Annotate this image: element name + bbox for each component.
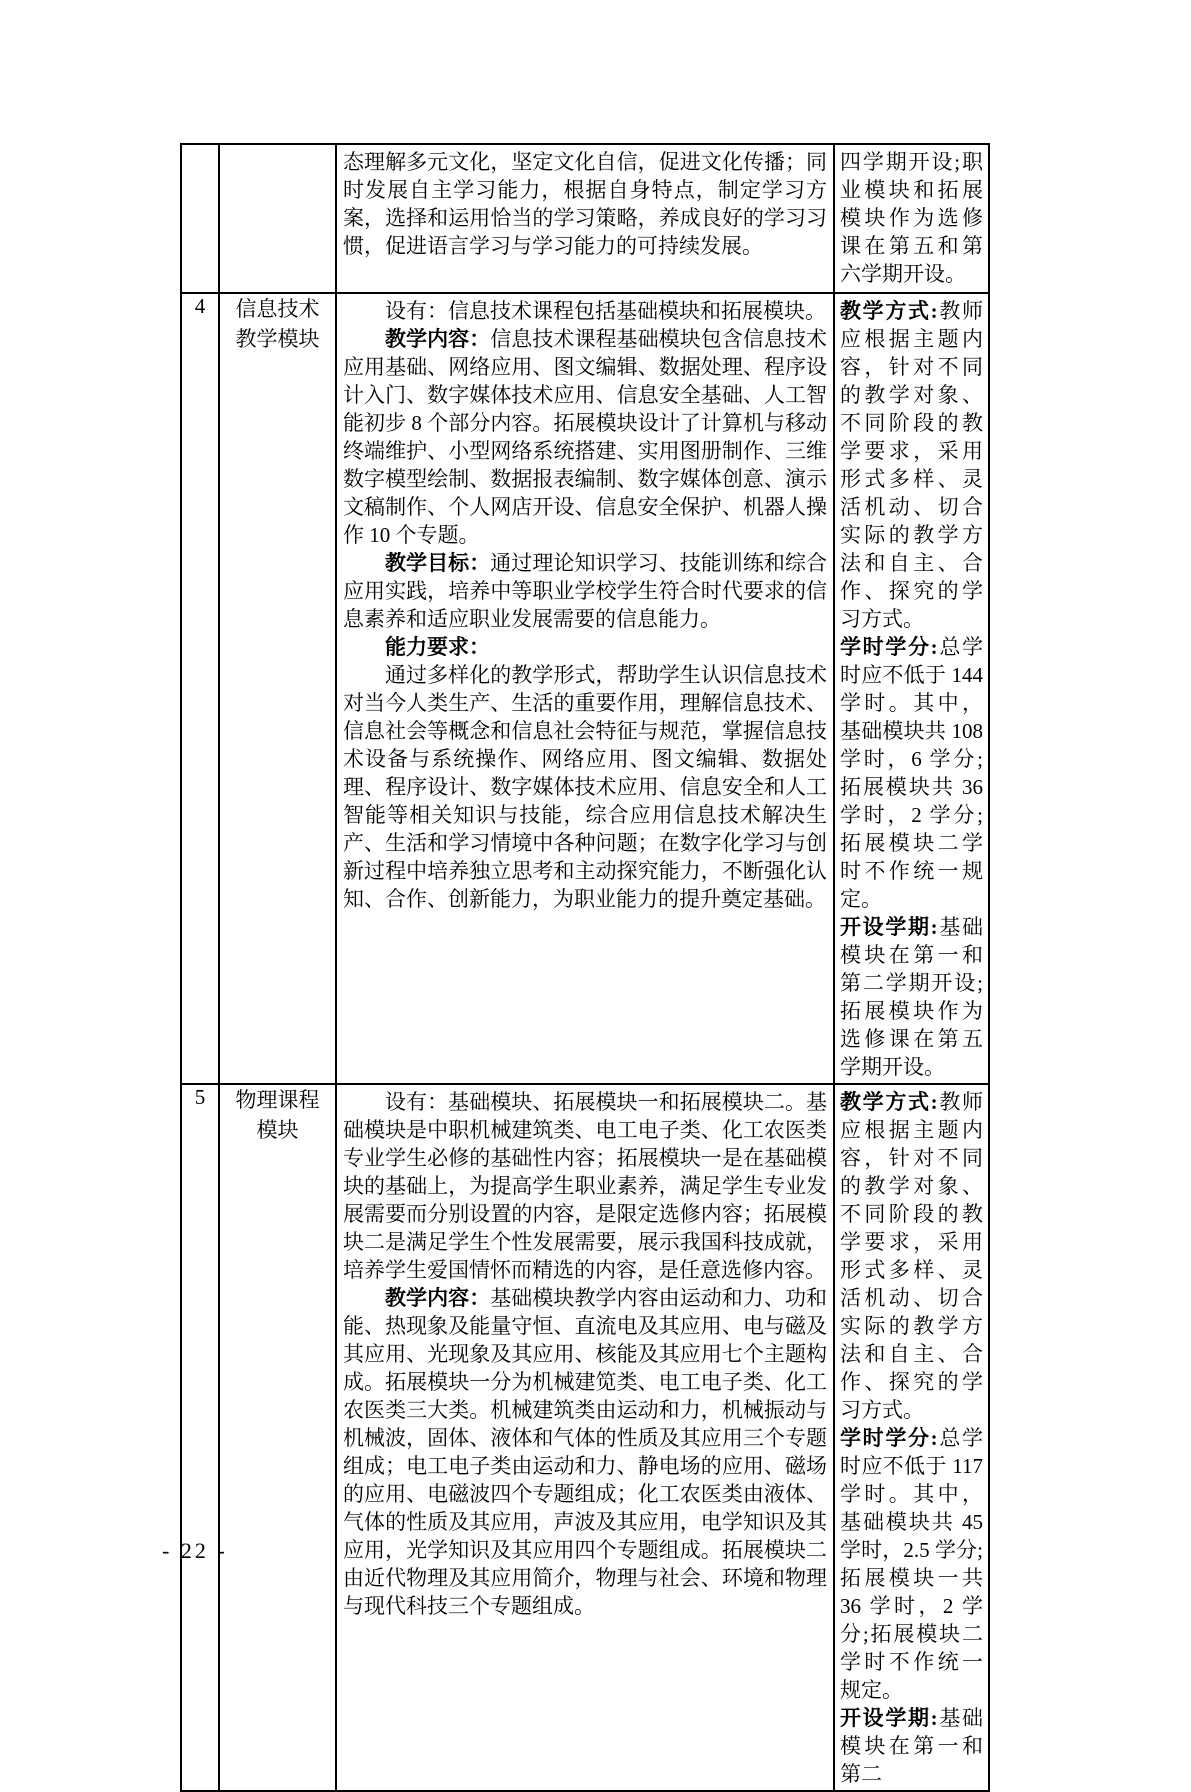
row4-paragraph-ability-heading: 能力要求： (385, 635, 490, 659)
curriculum-modules-table (180, 143, 990, 1792)
row5-number-cell (181, 1084, 219, 1791)
continuation-module-cell (219, 144, 336, 293)
row5-module-cell (219, 1084, 336, 1791)
row4-module-cell (219, 293, 336, 1084)
row4-module-name-line2: 教学模块 (235, 327, 320, 351)
row4-number: 4 (194, 294, 206, 318)
row4-number-cell (181, 293, 219, 1084)
row4-module-name-line1: 信息技术 (235, 297, 320, 321)
row4-paragraph-teaching-goal: 教学目标：通过理论知识学习、技能训练和综合应用实践，培养中等职业学校学生符合时代要求的信息素养和适应职业发展需要的信息能力。 (343, 551, 827, 631)
continuation-notes-text: 四学期开设;职业模块和拓展模块作为选修课在第五和第六学期开设。 (840, 150, 983, 286)
row5-module-name-line1: 物理课程 (235, 1088, 320, 1112)
table-row-module-5 (181, 1084, 989, 1791)
row5-note-teaching-method: 教学方式:教师应根据主题内容，针对不同的教学对象、不同阶段的教学要求，采用形式多样、灵活机动、切合实际的教学方法和自主、合作、探究的学习方式。 (840, 1090, 984, 1422)
row5-content-cell (336, 1084, 834, 1791)
row4-note-semesters: 开设学期:基础模块在第一和第二学期开设;拓展模块作为选修课在第五学期开设。 (840, 915, 984, 1079)
row4-paragraph-teaching-content: 教学内容：信息技术课程基础模块包含信息技术应用基础、网络应用、图文编辑、数据处理、程序设计入门、数字媒体技术应用、信息安全基础、人工智能初步 8 个部分内容。拓展模块设计了计算机与移动终端维护、小型网络系统搭建、实用图册制作、三维数字模型绘制、数据报表编制、数字媒体创意、演示文稿制作、个人网店开设、信息安全保护、机器人操作 10 个专题。 (343, 327, 827, 547)
row4-paragraph-setup: 设有：信息技术课程包括基础模块和拓展模块。 (385, 299, 826, 323)
row4-content-cell (336, 293, 834, 1084)
row5-note-hours-credits: 学时学分:总学时应不低于 117 学时。其中，基础模块共 45 学时，2.5 学分;拓展模块一共 36 学时，2 学分;拓展模块二学时不作统一规定。 (840, 1426, 984, 1702)
continuation-number-cell (181, 144, 219, 293)
row5-paragraph-setup: 设有：基础模块、拓展模块一和拓展模块二。基础模块是中职机械建筑类、电工电子类、化工农医类专业学生必修的基础性内容；拓展模块一是在基础模块的基础上，为提高学生职业素养，满足学生专业发展需要而分别设置的内容，是限定选修内容；拓展模块二是满足学生个性发展需要，展示我国科技成就，培养学生爱国情怀而精选的内容，是任意选修内容。 (343, 1090, 827, 1282)
row4-notes-cell (834, 293, 989, 1084)
row4-note-teaching-method: 教学方式:教师应根据主题内容，针对不同的教学对象、不同阶段的教学要求，采用形式多样、灵活机动、切合实际的教学方法和自主、合作、探究的学习方式。 (840, 299, 984, 631)
table-row-continuation (181, 144, 989, 293)
row5-note-semesters: 开设学期:基础模块在第一和第二 (840, 1706, 984, 1786)
table-row-module-4 (181, 293, 989, 1084)
row5-module-name-line2: 模块 (256, 1118, 299, 1142)
row4-note-hours-credits: 学时学分:总学时应不低于 144 学时。其中，基础模块共 108 学时，6 学分;拓展模块共 36 学时，2 学分;拓展模块二学时不作统一规定。 (840, 635, 984, 911)
row5-paragraph-teaching-content: 教学内容：基础模块教学内容由运动和力、功和能、热现象及能量守恒、直流电及其应用、电与磁及其应用、光现象及其应用、核能及其应用七个主题构成。拓展模块一分为机械建笕类、电工电子类、化工农医类三大类。机械建筑类由运动和力，机械振动与机械波，固体、液体和气体的性质及其应用三个专题组成；电工电子类由运动和力、静电场的应用、磁场的应用、电磁波四个专题组成；化工农医类由液体、气体的性质及其应用，声波及其应用，电学知识及其应用，光学知识及其应用四个专题组成。拓展模块二由近代物理及其应用简介，物理与社会、环境和物理与现代科技三个专题组成。 (343, 1286, 827, 1618)
continuation-content-cell (336, 144, 834, 293)
row5-notes-cell (834, 1084, 989, 1791)
continuation-notes-cell (834, 144, 989, 293)
row5-number: 5 (194, 1085, 206, 1109)
page-number: - 22 - (162, 1538, 228, 1563)
continuation-content-text: 态理解多元文化，坚定文化自信，促进文化传播；同时发展自主学习能力，根据自身特点，制定学习方案，选择和运用恰当的学习策略，养成良好的学习习惯，促进语言学习与学习能力的可持续发展。 (343, 150, 827, 258)
row4-paragraph-ability-body: 通过多样化的教学形式，帮助学生认识信息技术对当今人类生产、生活的重要作用，理解信息技术、信息社会等概念和信息社会特征与规范，掌握信息技术设备与系统操作、网络应用、图文编辑、数据处理、程序设计、数字媒体技术应用、信息安全和人工智能等相关知识与技能，综合应用信息技术解决生产、生活和学习情境中各种问题；在数字化学习与创新过程中培养独立思考和主动探究能力，不断强化认知、合作、创新能力，为职业能力的提升奠定基础。 (343, 663, 827, 911)
